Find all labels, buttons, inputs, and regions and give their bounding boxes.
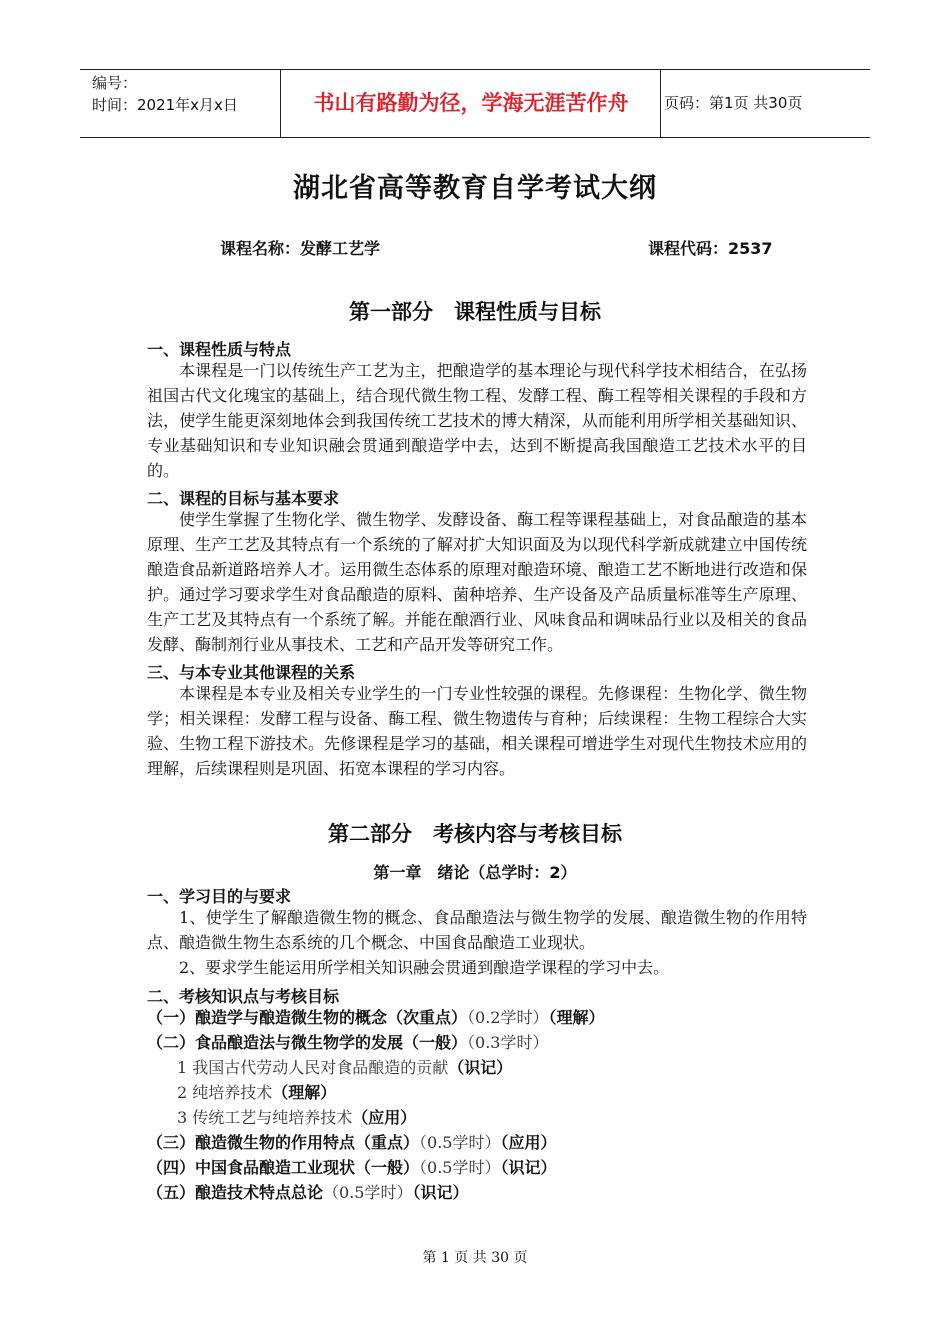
part1-section3-text: 本课程是本专业及相关专业学生的一门专业性较强的课程。先修课程：生物化学、微生物学；相关课程：发酵工程与设备、酶工程、微生物遗传与育种；后续课程：生物工程综合大实验、生物工程下游技术。先修课程是学习的基础，相关课程可增进学生对现代生物技术应用的理解，后续课程则是巩固、拓宽本课程的学习内容。: [147, 684, 807, 778]
part1-title: 第一部分 课程性质与目标: [349, 300, 601, 324]
item-title: （一）酿造学与酿造微生物的概念（次重点）: [147, 1008, 468, 1027]
header-page-info: 页码：第1页 共30页: [664, 94, 803, 112]
document-title: 湖北省高等教育自学考试大纲: [293, 173, 657, 204]
part1-section3-title: 三、与本专业其他课程的关系: [147, 663, 356, 682]
part1-section1-title: 一、课程性质与特点: [147, 340, 292, 359]
part2-section1-paragraph1: 1、使学生了解酿造微生物的概念、食品酿造法与微生物学的发展、酿造微生物的作用特点、酿造微生物生态系统的几个概念、中国食品酿造工业现状。: [147, 908, 807, 952]
time-label: 时间：2021年x月x日: [92, 96, 238, 114]
list-item: [147, 1130, 556, 1155]
list-item: [177, 1105, 416, 1130]
part2-section2-title: 二、考核知识点与考核目标: [147, 987, 340, 1006]
item-title: （三）酿造微生物的作用特点（重点）: [147, 1133, 420, 1152]
part2-title: 第二部分 考核内容与考核目标: [328, 822, 622, 846]
header-meta: [92, 72, 238, 116]
item-text: 2 纯培养技术: [177, 1083, 273, 1102]
header-table: [80, 69, 870, 138]
part2-section1-title: 一、学习目的与要求: [147, 887, 292, 906]
item-text: 3 传统工艺与纯培养技术: [177, 1108, 353, 1127]
item-level: （识记）: [500, 1158, 557, 1177]
list-item: [147, 1155, 556, 1180]
header-motto: 书山有路勤为径，学海无涯苦作舟: [313, 91, 629, 115]
number-label: 编号：: [92, 74, 138, 92]
item-level: （理解）: [272, 1083, 337, 1102]
header-divider: [660, 70, 661, 137]
part1-section1-text: 本课程是一门以传统生产工艺为主，把酿造学的基本理论与现代科学技术相结合，在弘扬祖国古代文化瑰宝的基础上，结合现代微生物工程、发酵工程、酶工程等相关课程的手段和方法，使学生能更深刻地体会到我国传统工艺技术的博大精深，从而能利用所学相关基础知识、专业基础知识和专业知识融会贯通到酿造学中去，达到不断提高我国酿造工艺技术水平的目的。: [147, 361, 807, 480]
item-text: 1 我国古代劳动人民对食品酿造的贡献: [177, 1058, 449, 1077]
item-level: （识记）: [448, 1058, 513, 1077]
list-item: [147, 1180, 468, 1205]
item-hours: （0.2学时）: [467, 1008, 549, 1027]
item-hours: （0.5学时）: [419, 1158, 501, 1177]
item-hours: （0.3学时）: [467, 1033, 549, 1052]
item-level: （应用）: [500, 1133, 557, 1152]
item-hours: （0.5学时）: [323, 1183, 413, 1202]
chapter-title: 第一章 绪论（总学时：2）: [373, 863, 577, 882]
list-item: [177, 1055, 512, 1080]
item-level: （应用）: [352, 1108, 417, 1127]
item-title: （五）酿造技术特点总论: [147, 1183, 324, 1202]
item-hours: （0.5学时）: [419, 1133, 501, 1152]
course-name: 课程名称：发酵工艺学: [220, 239, 381, 258]
course-code: 课程代码：2537: [648, 239, 773, 258]
list-item: [147, 1005, 604, 1030]
header-divider: [280, 70, 281, 137]
item-level: （理解）: [548, 1008, 605, 1027]
item-title: （二）食品酿造法与微生物学的发展（一般）: [147, 1033, 468, 1052]
list-item: [177, 1080, 336, 1105]
part1-section2-title: 二、课程的目标与基本要求: [147, 489, 340, 508]
page-footer: 第 1 页 共 30 页: [422, 1250, 528, 1266]
item-level: （识记）: [412, 1183, 469, 1202]
item-title: （四）中国食品酿造工业现状（一般）: [147, 1158, 420, 1177]
list-item: [147, 1030, 548, 1055]
part1-section2-text: 使学生掌握了生物化学、微生物学、发酵设备、酶工程等课程基础上，对食品酿造的基本原理、生产工艺及其特点有一个系统的了解对扩大知识面及为以现代科学新成就建立中国传统酿造食品新道路培养人才。运用微生态体系的原理对酿造环境、酿造工艺不断地进行改造和保护。通过学习要求学生对食品酿造的原料、菌种培养、生产设备及产品质量标准等生产原理、生产工艺及其特点有一个系统了解。并能在酿酒行业、风味食品和调味品行业以及相关的食品发酵、酶制剂行业从事技术、工艺和产品开发等研究工作。: [147, 510, 807, 654]
part2-section1-paragraph2: 2、要求学生能运用所学相关知识融会贯通到酿造学课程的学习中去。: [179, 958, 670, 977]
